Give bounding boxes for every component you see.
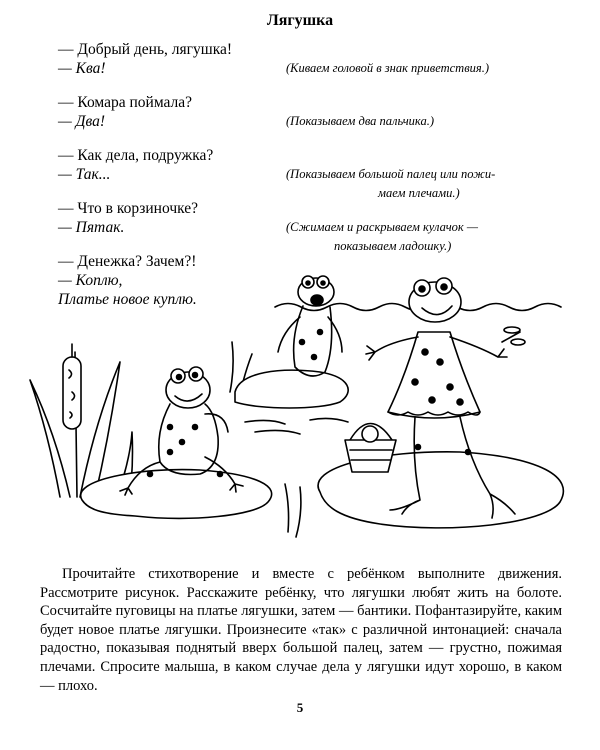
- dragonfly-icon: [502, 327, 525, 345]
- gesture-note-line: (Сжимаем и раскрываем кулачок —: [286, 220, 478, 234]
- answer-line: — Коплю,: [58, 272, 123, 289]
- instructions-paragraph: [40, 565, 562, 695]
- gesture-note-line: (Показываем большой палец или пожи-: [286, 167, 496, 181]
- gesture-note: [286, 112, 556, 131]
- gesture-note-line: (Показываем два пальчика.): [286, 114, 434, 128]
- gesture-note: [286, 218, 556, 256]
- question-line: — Комара поймала?: [58, 94, 193, 111]
- frog-dress: [388, 332, 480, 418]
- stanza-3: [58, 146, 558, 200]
- basket-icon: [345, 424, 396, 473]
- stanza-1: [58, 40, 558, 78]
- middle-rock: [235, 370, 348, 408]
- lily-pad-left: [81, 470, 272, 519]
- gesture-note-line: показываем ладошку.): [334, 239, 452, 253]
- page-number: 5: [296, 700, 304, 715]
- answer-line: — Пятак.: [58, 219, 125, 236]
- gesture-note-line: (Киваем головой в знак приветствия.): [286, 61, 489, 75]
- frog-pond-illustration: [20, 262, 580, 542]
- gesture-note: [286, 165, 556, 203]
- frog-singing-icon: [278, 276, 342, 376]
- stanza-2: [58, 93, 558, 131]
- question-line: — Добрый день, лягушка!: [58, 41, 233, 58]
- answer-line: — Так...: [58, 166, 111, 183]
- instructions-text: Прочитайте стихотворение и вместе с ребёнком выполните движения. Рассмотрите рисунок. Расскажите ребёнку, что лягушки любят жить на болоте. Сосчитайте пуговицы на платье лягушки, затем — бантики. Пофантазируйте, каким будет новое платье лягушки. Произнесите «так» с различной интонацией: сначала радостно, показывая поднятый вверх большой палец, затем — грустно, пожимая плечами. Спросите малыша, в каком случае дела у лягушки идут хорошо, в каком — плохо.: [40, 566, 562, 694]
- question-line: — Что в корзиночке?: [58, 200, 199, 217]
- question-line: — Как дела, подружка?: [58, 147, 214, 164]
- page-title: Лягушка: [266, 12, 334, 29]
- answer-line: — Два!: [58, 113, 106, 130]
- gesture-note-line: маем плечами.): [378, 186, 460, 200]
- stanza-4: [58, 199, 558, 253]
- answer-line: — Ква!: [58, 60, 106, 77]
- gesture-note: [286, 59, 556, 78]
- question-line: — Денежка? Зачем?!: [58, 253, 197, 270]
- answer-line-2: Платье новое куплю.: [58, 291, 197, 308]
